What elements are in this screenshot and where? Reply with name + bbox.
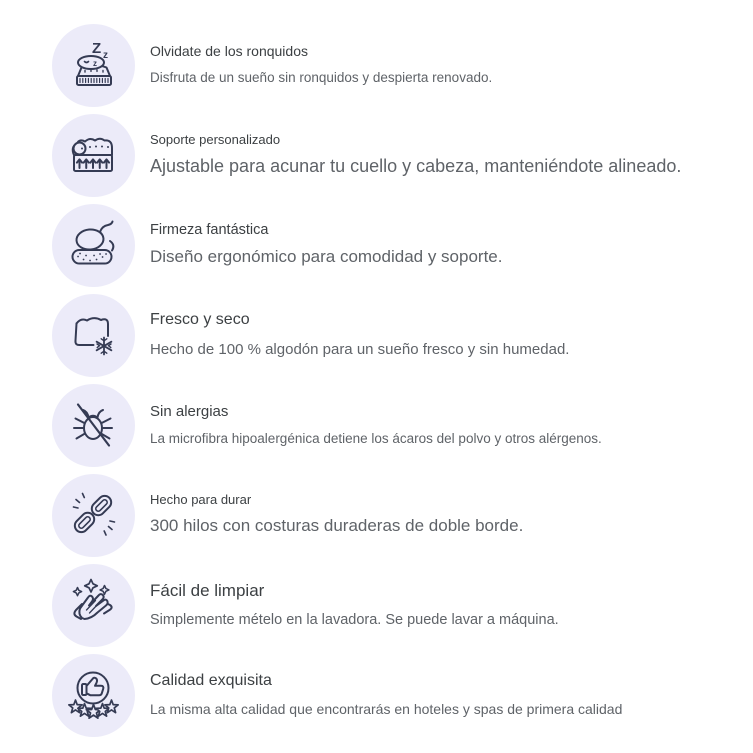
feature-description: Diseño ergonómico para comodidad y soporte. [150, 247, 503, 267]
icon-circle [52, 654, 135, 737]
feature-description: 300 hilos con costuras duraderas de doble borde. [150, 516, 524, 536]
icon-circle [52, 294, 135, 377]
feature-description: Ajustable para acunar tu cuello y cabeza, manteniéndote alineado. [150, 155, 682, 176]
feature-description: Hecho de 100 % algodón para un sueño fresco y sin humedad. [150, 340, 570, 358]
feature-title: Soporte personalizado [150, 131, 281, 147]
feature-description: Simplemente mételo en la lavadora. Se puede lavar a máquina. [150, 611, 559, 628]
feature-title: Fresco y seco [150, 311, 250, 329]
svg-text:z: z [102, 50, 108, 61]
anti-allergy-icon [66, 397, 122, 453]
icon-circle [52, 384, 135, 467]
durability-icon [66, 487, 122, 543]
easy-clean-icon [66, 577, 122, 633]
feature-title: Firmeza fantástica [150, 222, 269, 239]
feature-item [52, 650, 753, 740]
feature-item [52, 110, 753, 200]
feature-item [52, 560, 753, 650]
feature-title: Calidad exquisita [150, 671, 272, 689]
feature-title: Olvidate de los ronquidos [150, 43, 308, 60]
cool-dry-icon [66, 307, 122, 363]
feature-title: Fácil de limpiar [150, 581, 265, 601]
feature-item [52, 470, 753, 560]
no-snore-icon [66, 37, 122, 93]
feature-item [52, 20, 753, 110]
feature-item [52, 290, 753, 380]
icon-circle [52, 564, 135, 647]
feature-description: La microfibra hipoalergénica detiene los ácaros del polvo y otros alérgenos. [150, 431, 602, 447]
svg-text:z: z [92, 59, 97, 68]
icon-circle [52, 204, 135, 287]
feature-title: Hecho para durar [150, 492, 252, 508]
icon-circle [52, 474, 135, 557]
feature-description: La misma alta calidad que encontrarás en hoteles y spas de primera calidad [150, 701, 623, 718]
feature-description: Disfruta de un sueño sin ronquidos y despierta renovado. [150, 70, 493, 86]
firmness-icon [66, 217, 122, 273]
feature-item [52, 380, 753, 470]
feature-title: Sin alergias [150, 402, 229, 420]
svg-text:Z: Z [91, 40, 101, 57]
icon-circle [52, 24, 135, 107]
premium-quality-icon [66, 667, 122, 723]
custom-support-icon [66, 127, 122, 183]
feature-item [52, 200, 753, 290]
icon-circle [52, 114, 135, 197]
